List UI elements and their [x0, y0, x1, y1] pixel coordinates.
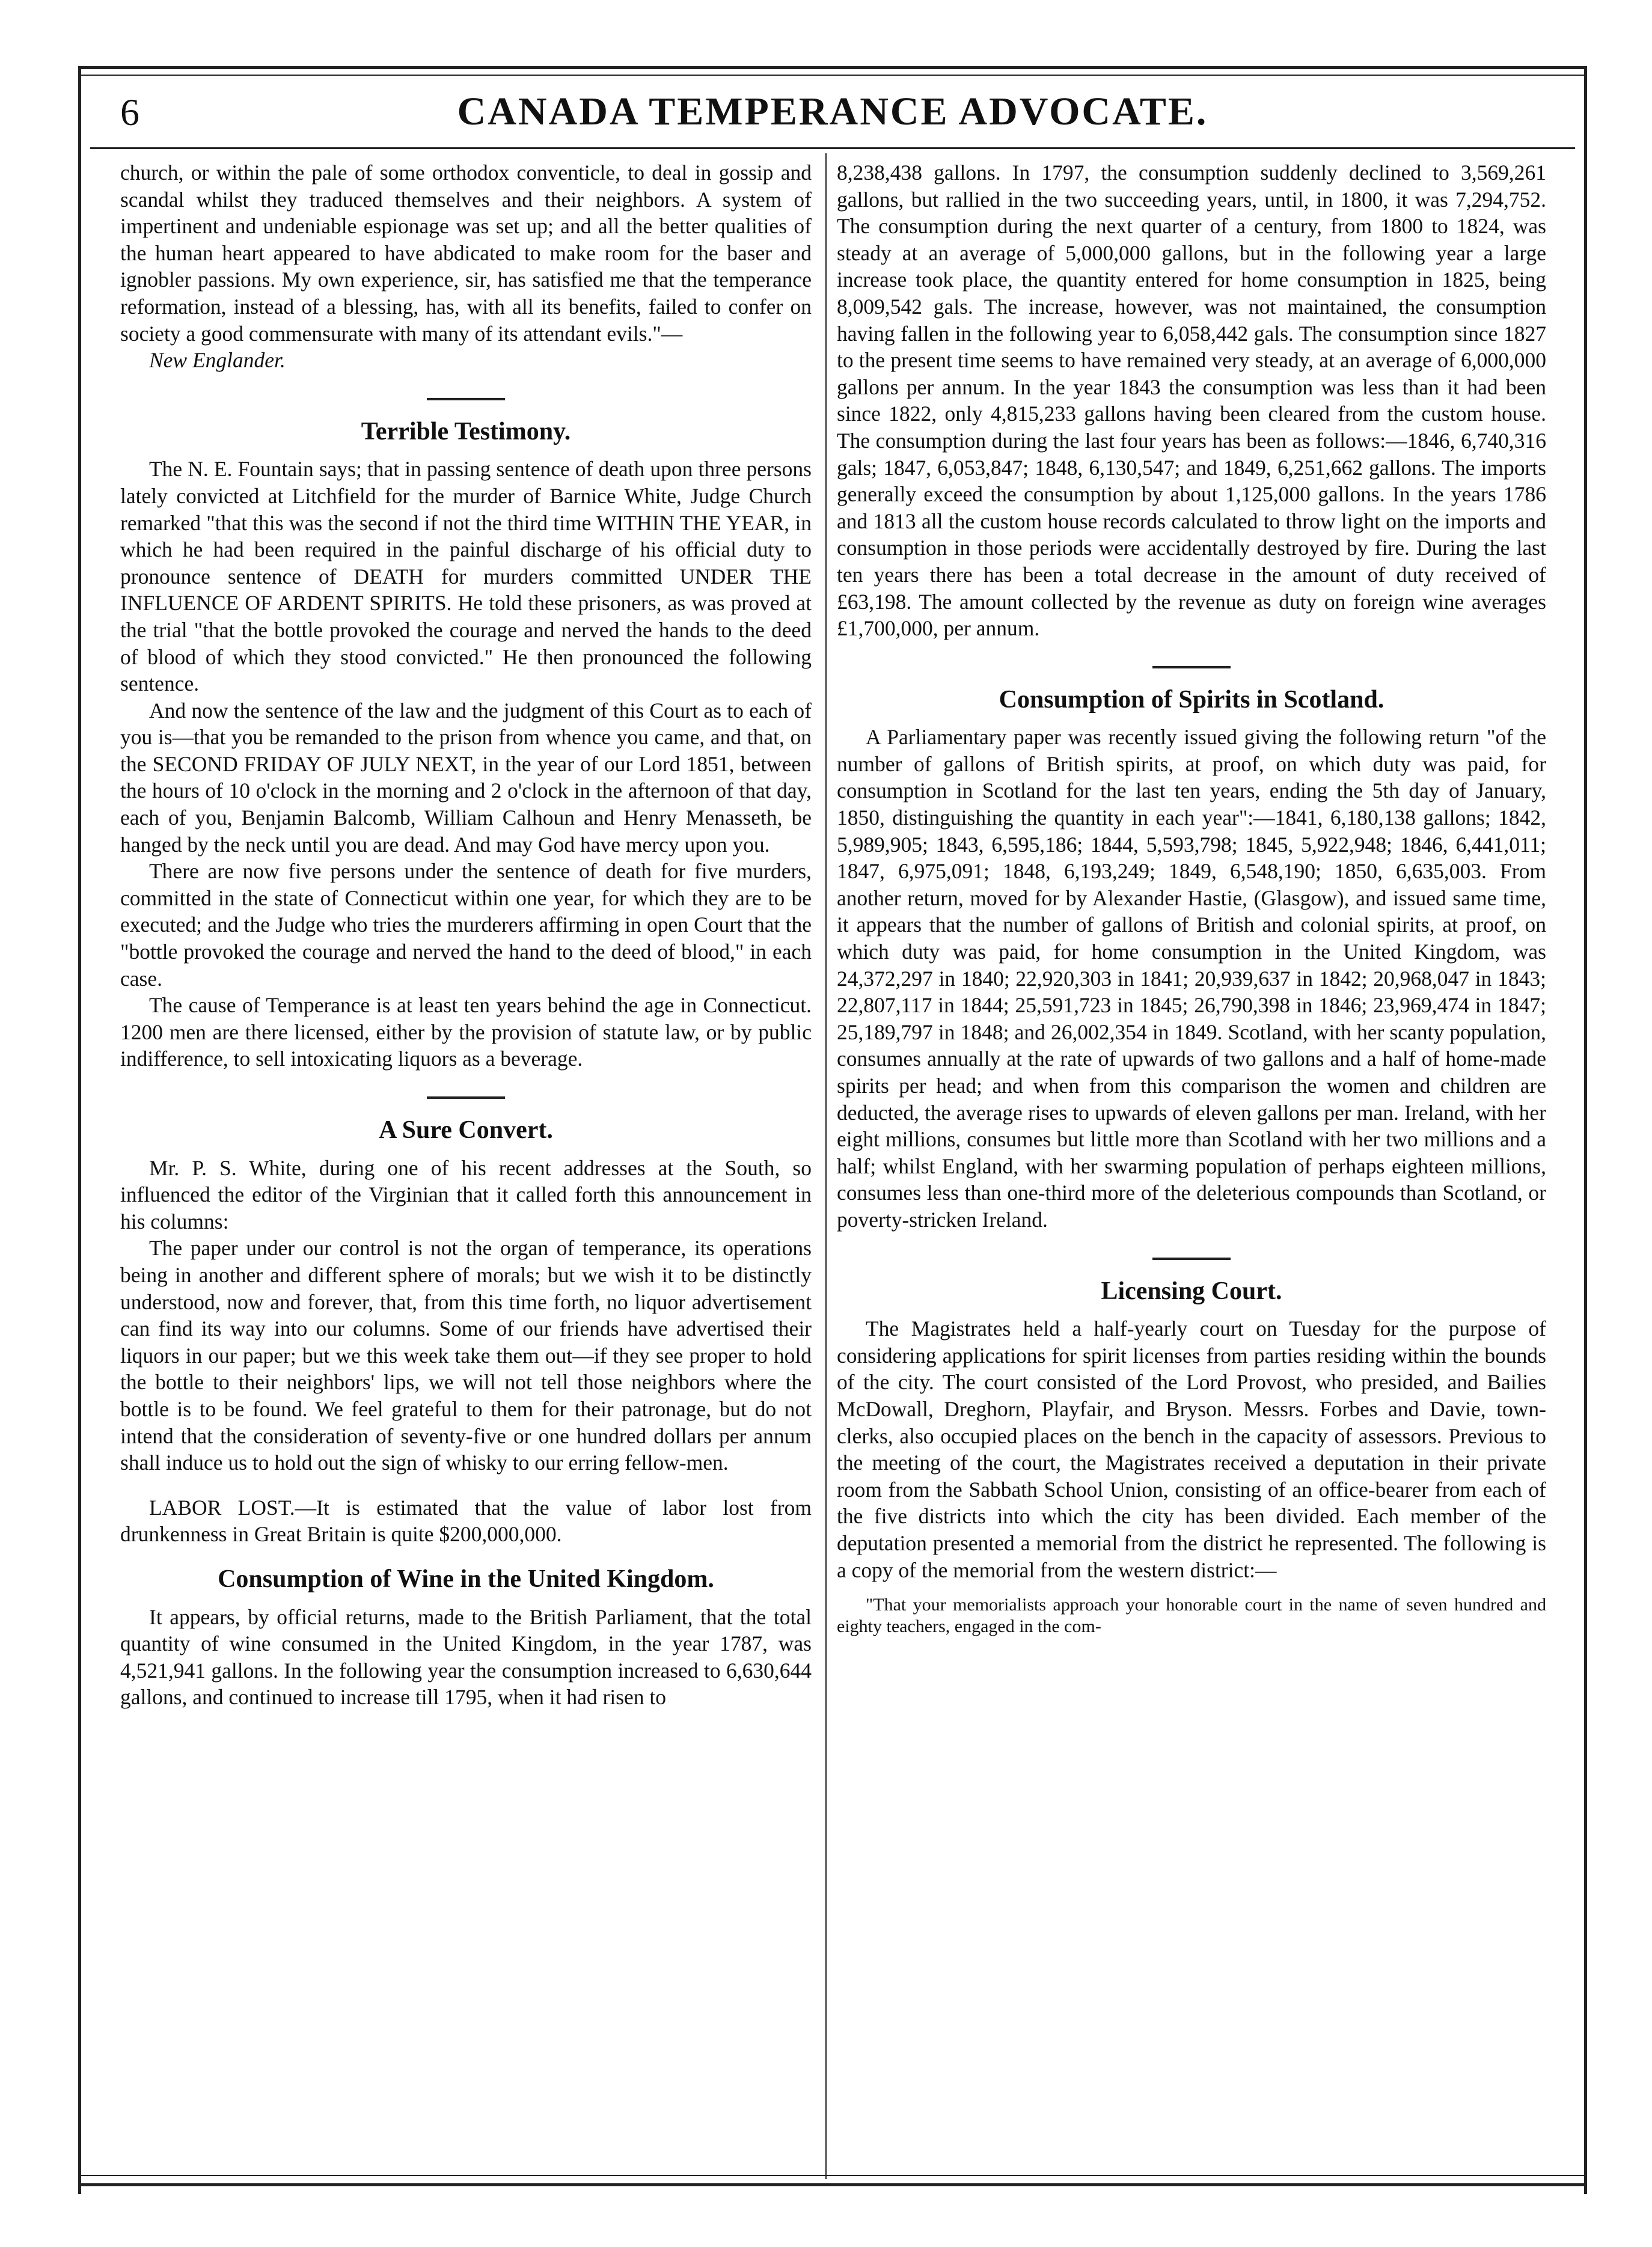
article-paragraph: "That your memorialists approach your honorable court in the name of seven hundred and eighty teachers, engaged in the com- — [837, 1595, 1546, 1637]
article-paragraph: The cause of Temperance is at least ten years behind the age in Connecticut. 1200 men are there licensed, either by the provision of statute law, or by public indifference, to sell intoxicating liquors as a beverage. — [120, 993, 812, 1071]
section-divider — [1152, 666, 1231, 668]
article-paragraph: A Parliamentary paper was recently issued giving the following return "of the number of gallons of British spirits, at proof, on which duty was paid, for consumption in Scotland for the last ten years, ending the 5th day of January, 1850, distinguishing the quantity in each year":—1841, 6,180,138 gallons; 1842, 5,989,905; 1843, 6,595,186; 1844, 5,593,798; 1845, 5,922,948; 1846, 6,441,011; 1847, 6,975,091; 1848, 6,193,249; 1849, 6,548,190; 1850, 6,635,003. From another return, moved for by Alexander Hastie, (Glasgow), and issued same time, it appears that the number of gallons of British and colonial spirits, at proof, on which duty was paid, for home consumption in the United Kingdom, was 24,372,297 in 1840; 22,920,303 in 1841; 20,939,637 in 1842; 20,968,047 in 1843; 22,807,117 in 1844; 25,591,723 in 1845; 26,790,398 in 1846; 23,969,474 in 1847; 25,189,797 in 1848; and 26,002,354 in 1849. Scotland, with her scanty population, consumes annually at the rate of upwards of two gallons and a half of home-made spirits per head; and when from this comparison the women and children are deducted, the average rises to upwards of eleven gallons per man. Ireland, with her eight millions, consumes but little more than Scotland with her two millions and a half; whilst England, with her swarming population of perhaps eighteen millions, consumes less than one-third more of the deleterious compounds than Scotland, or poverty-stricken Ireland. — [837, 725, 1546, 1232]
article-paragraph: 8,238,438 gallons. In 1797, the consumption suddenly declined to 3,569,261 gallons, but rallied in the two succeeding years, until, in 1800, it was 7,294,752. The consumption during the next quarter of a century, from 1800 to 1824, was steady at an average of 5,000,000 gallons, but in the following year a large increase took place, the quantity entered for home consumption in 1825, being 8,009,542 gals. The increase, however, was not maintained, the consumption having fallen in the following year to 6,058,442 gals. The consumption since 1827 to the present time seems to have remained very steady, at an average of 6,000,000 gallons per annum. In the year 1843 the consumption was less than it had been since 1822, only 4,815,233 gallons having been cleared from the custom house. The consumption during the last four years has been as follows:—1846, 6,740,316 gals; 1847, 6,053,847; 1848, 6,130,547; and 1849, 6,251,662 gallons. The imports generally exceed the consumption by about 1,125,000 gallons. In the years 1786 and 1813 all the custom house records calculated to throw light on the imports and consumption in those periods were accidentally destroyed by fire. During the last ten years there has been a total decrease in the amount of duty received of £63,198. The amount collected by the revenue as duty on foreign wine averages £1,700,000, per annum. — [837, 160, 1546, 641]
article-heading: Consumption of Spirits in Scotland. — [999, 685, 1384, 714]
article-heading: Consumption of Wine in the United Kingdom. — [218, 1565, 714, 1593]
section-divider — [1152, 1258, 1231, 1260]
article-paragraph: There are now five persons under the sentence of death for five murders, committed in the state of Connecticut within one year, for which they are to be executed; and the Judge who tries the murderers affirming in open Court that the "bottle provoked the courage and nerved the hand to the deed of blood," in each case. — [120, 859, 812, 991]
bottom-border-rule-thin — [78, 2175, 1587, 2176]
section-divider — [427, 1096, 505, 1099]
article-signature: New Englander. — [149, 348, 286, 373]
article-paragraph: The paper under our control is not the organ of temperance, its operations being in another and different sphere of morals; but we wish it to be distinctly understood, now and forever, that, from this time forth, no liquor advertisement can find its way into our columns. Some of our friends have advertised their liquors in our paper; but we this week take them out—if they see proper to hold the bottle to their neighbors' lips, we will not tell those neighbors where the bottle is to be found. We feel grateful to them for their patronage, but do not intend that the consideration of seventy-five or one hundred dollars per annum shall induce us to hold out the sign of whisky to our erring fellow-men. — [120, 1236, 812, 1475]
header-rule — [90, 147, 1575, 149]
article-paragraph: It appears, by official returns, made to the British Parliament, that the total quantity of wine consumed in the United Kingdom, in the year 1787, was 4,521,941 gallons. In the following year the consumption increased to 6,630,644 gallons, and continued to increase till 1795, when it had risen to — [120, 1604, 812, 1710]
page-header — [96, 84, 1569, 138]
column-separator — [825, 153, 827, 2179]
running-head: CANADA TEMPERANCE ADVOCATE. — [457, 90, 1208, 133]
article-paragraph: The Magistrates held a half-yearly court on Tuesday for the purpose of considering applications for spirit licenses from parties residing within the bounds of the city. The court consisted of the Lord Provost, who presided, and Bailies McDowall, Dreghorn, Playfair, and Bryson. Messrs. Forbes and Davie, town-clerks, also occupied places on the bench in the capacity of assessors. Previous to the meeting of the court, the Magistrates received a deputation in their private room from the Sabbath School Union, consisting of an office-bearer from each of the five districts into which the city has been divided. Each member of the deputation presented a memorial from the district he represented. The following is a copy of the memorial from the western district:— — [837, 1316, 1546, 1582]
article-paragraph: LABOR LOST.—It is estimated that the value of labor lost from drunkenness in Great Britain is quite $200,000,000. — [120, 1495, 812, 1547]
bottom-border-rule — [78, 2183, 1587, 2186]
section-divider — [427, 398, 505, 400]
left-column — [120, 159, 812, 1711]
article-heading: Licensing Court. — [1101, 1277, 1282, 1305]
article-paragraph: The N. E. Fountain says; that in passing sentence of death upon three persons lately convicted at Litchfield for the murder of Barnice White, Judge Church remarked "that this was the second if not the third time WITHIN THE YEAR, in which he had been required in the painful discharge of his official duty to pronounce sentence of DEATH for murders committed UNDER THE INFLUENCE OF ARDENT SPIRITS. He told these prisoners, as was proved at the trial "that the bottle provoked the courage and nerved the hands to the deed of blood of which they stood convicted." He then pronounced the following sentence. — [120, 457, 812, 696]
article-paragraph: And now the sentence of the law and the judgment of this Court as to each of you is—that you be remanded to the prison from whence you came, and that, on the SECOND FRIDAY OF JULY NEXT, in the year of our Lord 1851, between the hours of 10 o'clock in the morning and 2 o'clock in the afternoon of that day, each of you, Benjamin Balcomb, William Calhoun and Henry Menasseth, be hanged by the neck until you are dead. And may God have mercy upon you. — [120, 698, 812, 857]
page-number: 6 — [120, 91, 139, 133]
article-paragraph: church, or within the pale of some orthodox conventicle, to deal in gossip and scandal whilst they traduced themselves and their neighbors. A system of impertinent and undeniable espionage was set up; and all the better qualities of the human heart appeared to have abdicated to make room for the baser and ignobler passions. My own experience, sir, has satisfied me that the temperance reformation, instead of a blessing, has, with all its benefits, failed to confer on society a good commensurate with many of its attendant evils."— — [120, 160, 812, 346]
article-paragraph: Mr. P. S. White, during one of his recent addresses at the South, so influenced the editor of the Virginian that it called forth this announcement in his columns: — [120, 1155, 812, 1234]
article-heading: A Sure Convert. — [379, 1116, 553, 1144]
right-column — [837, 159, 1546, 1637]
article-heading: Terrible Testimony. — [361, 417, 571, 445]
